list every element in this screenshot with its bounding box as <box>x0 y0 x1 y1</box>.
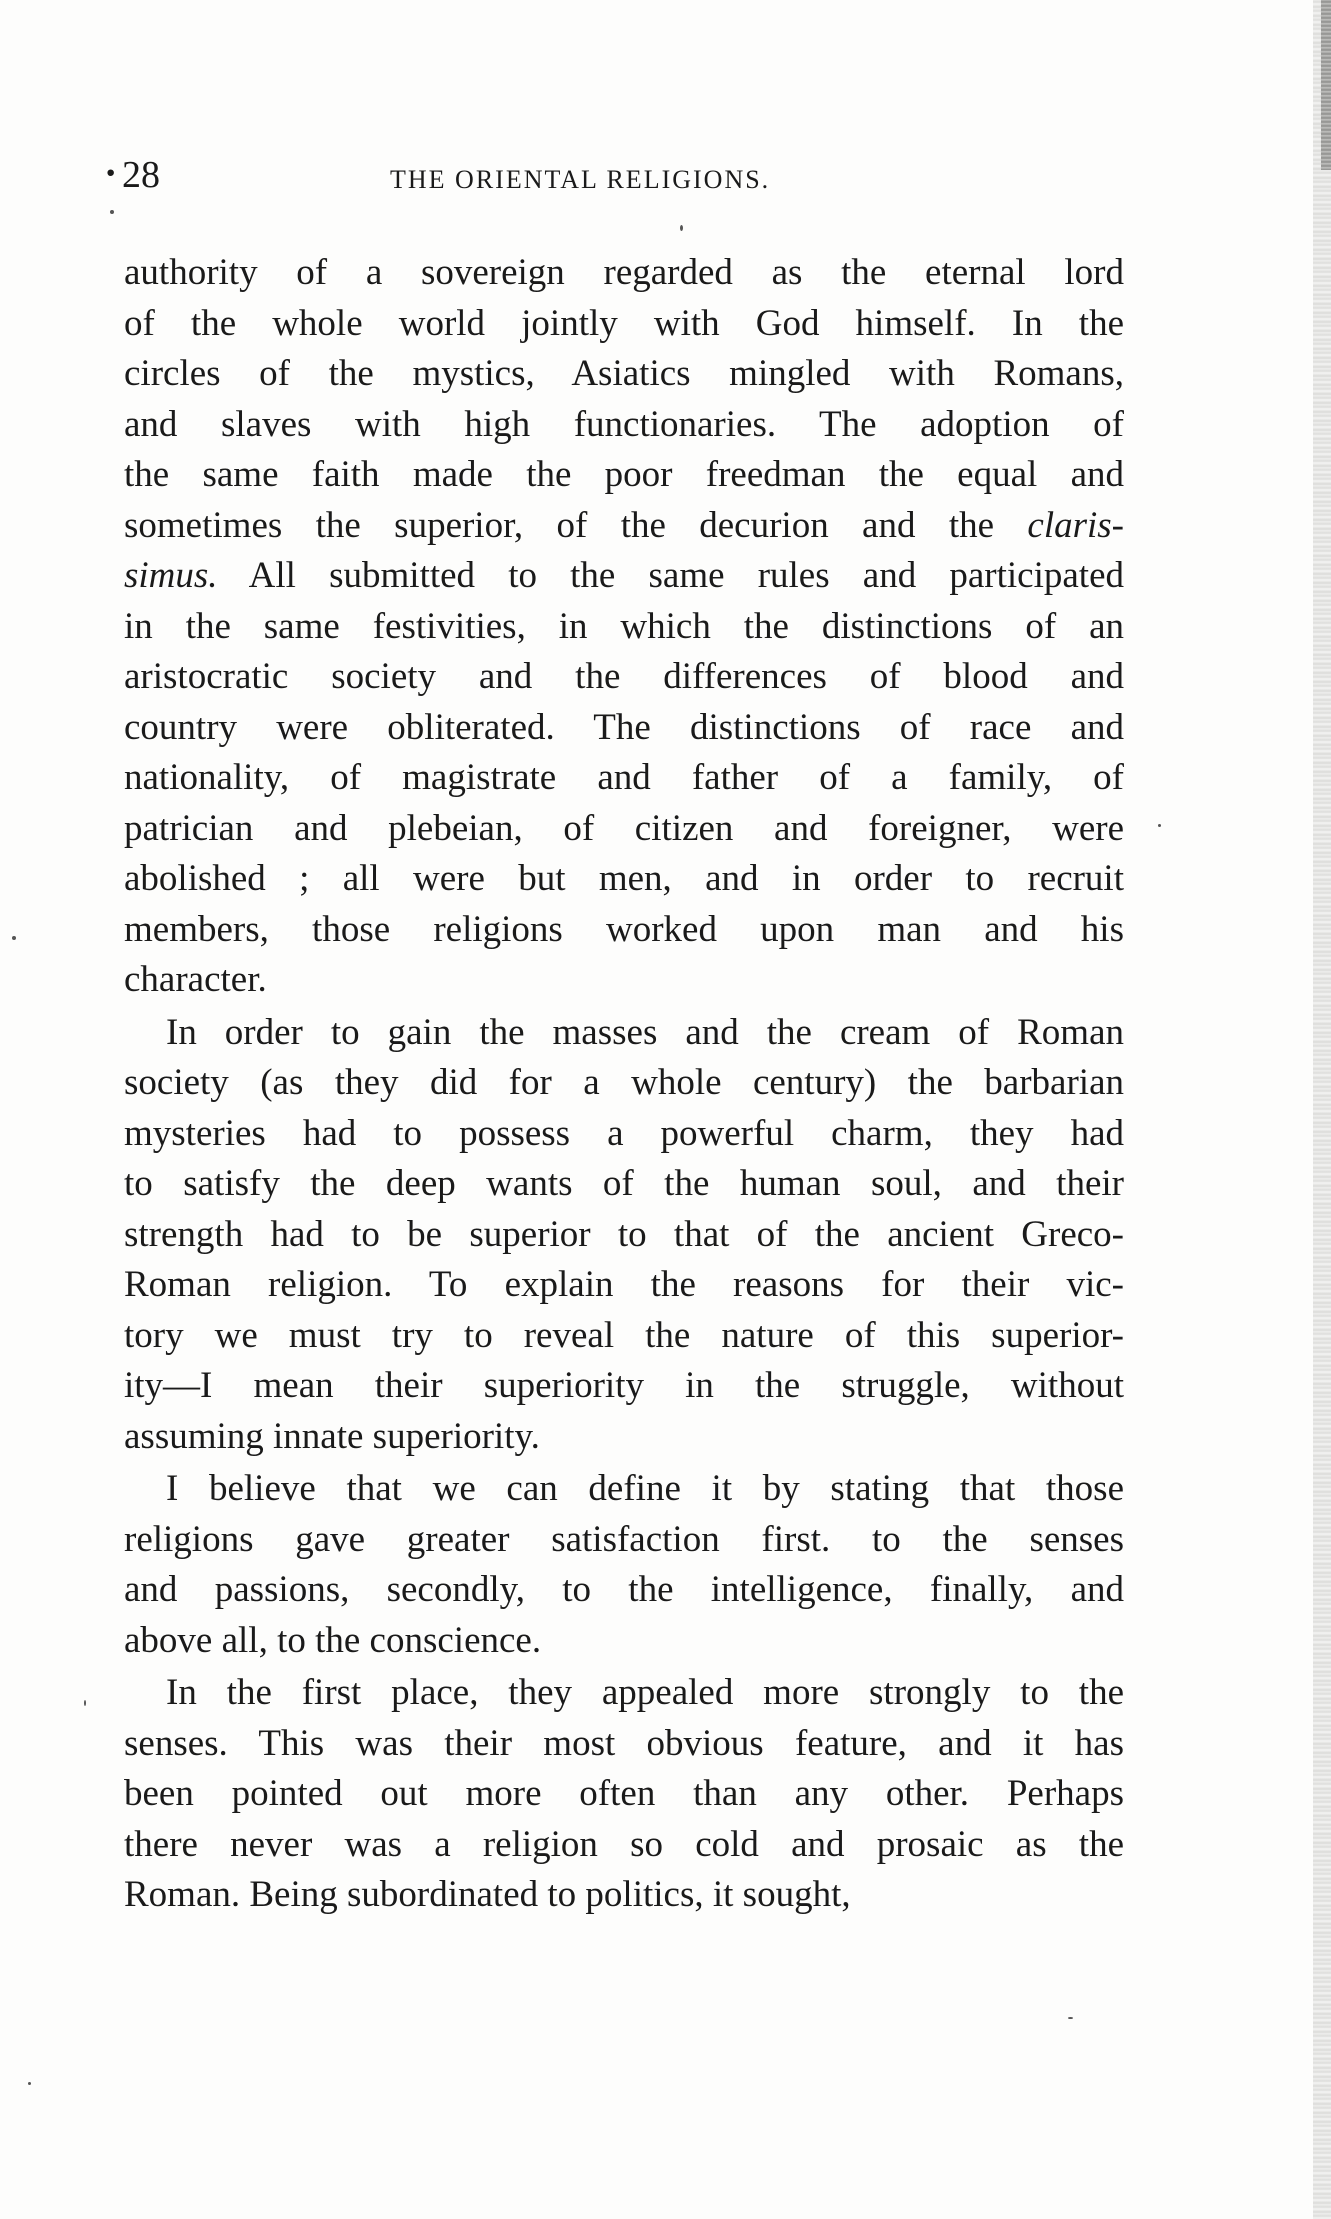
text-line: character. <box>124 959 267 1000</box>
scan-speck <box>84 1700 86 1706</box>
scan-speck <box>1068 2017 1073 2019</box>
text-line: abolished ; all were but men, and in order to recruit <box>124 858 1124 899</box>
paragraph <box>124 1008 1124 1463</box>
text-line: to satisfy the deep wants of the human soul, and their <box>124 1163 1124 1204</box>
text-line: society (as they did for a whole century) the barbarian <box>124 1062 1124 1103</box>
text-line: religions gave greater satisfaction first. to the senses <box>124 1518 1124 1560</box>
text-line: above all, to the conscience. <box>124 1619 542 1661</box>
text-line: In order to gain the masses and the cream of Roman <box>166 1011 1124 1053</box>
paragraph <box>124 1464 1124 1666</box>
text-line: sometimes the superior, of the decurion and the claris- <box>124 504 1124 546</box>
text-line: been pointed out more often than any other. Perhaps <box>124 1773 1124 1814</box>
text-line: the same faith made the poor freedman the equal and <box>124 454 1124 495</box>
paragraph <box>124 248 1124 1006</box>
text-line: patrician and plebeian, of citizen and foreigner, were <box>124 807 1124 849</box>
text-line: tory we must try to reveal the nature of this superior- <box>124 1314 1124 1356</box>
text-line: and slaves with high functionaries. The adoption of <box>124 403 1124 445</box>
paragraph <box>124 1668 1124 1921</box>
binding-edge <box>1313 0 1331 2219</box>
text-line: of the whole world jointly with God himself. In the <box>124 302 1124 344</box>
scan-speck <box>680 225 683 231</box>
scan-speck <box>28 2082 31 2085</box>
scan-speck <box>1158 824 1161 827</box>
text-line: and passions, secondly, to the intelligence, finally, and <box>124 1569 1124 1610</box>
body-text <box>124 248 1124 1921</box>
text-line: In the first place, they appealed more strongly to the <box>166 1672 1124 1713</box>
running-title: THE ORIENTAL RELIGIONS. <box>390 165 771 194</box>
scan-speck <box>110 210 114 214</box>
page-number: · 28 <box>122 155 160 195</box>
text-line: strength had to be superior to that of the ancient Greco- <box>124 1213 1124 1255</box>
scan-speck <box>12 936 16 940</box>
text-line: mysteries had to possess a powerful charm, they had <box>124 1112 1124 1154</box>
text-line: Roman religion. To explain the reasons for their vic- <box>124 1264 1124 1305</box>
binding-edge-shadow <box>1321 0 1331 170</box>
text-line: authority of a sovereign regarded as the eternal lord <box>124 252 1124 293</box>
text-line: aristocratic society and the differences of blood and <box>124 656 1124 697</box>
text-line: circles of the mystics, Asiatics mingled with Romans, <box>124 353 1124 394</box>
text-line: senses. This was their most obvious feature, and it has <box>124 1722 1124 1764</box>
text-line: simus. All submitted to the same rules and participated <box>124 555 1124 596</box>
text-line: there never was a religion so cold and prosaic as the <box>124 1823 1124 1865</box>
running-head <box>122 155 1122 205</box>
text-line: country were obliterated. The distinctions of race and <box>124 706 1124 748</box>
text-line: in the same festivities, in which the distinctions of an <box>124 605 1124 647</box>
text-line: ity—I mean their superiority in the struggle, without <box>124 1365 1124 1406</box>
text-line: nationality, of magistrate and father of a family, of <box>124 757 1124 798</box>
text-line: members, those religions worked upon man and his <box>124 908 1124 950</box>
text-line: Roman. Being subordinated to politics, it sought, <box>124 1874 851 1915</box>
text-line: assuming innate superiority. <box>124 1415 540 1457</box>
text-line: I believe that we can define it by stating that those <box>166 1468 1124 1509</box>
